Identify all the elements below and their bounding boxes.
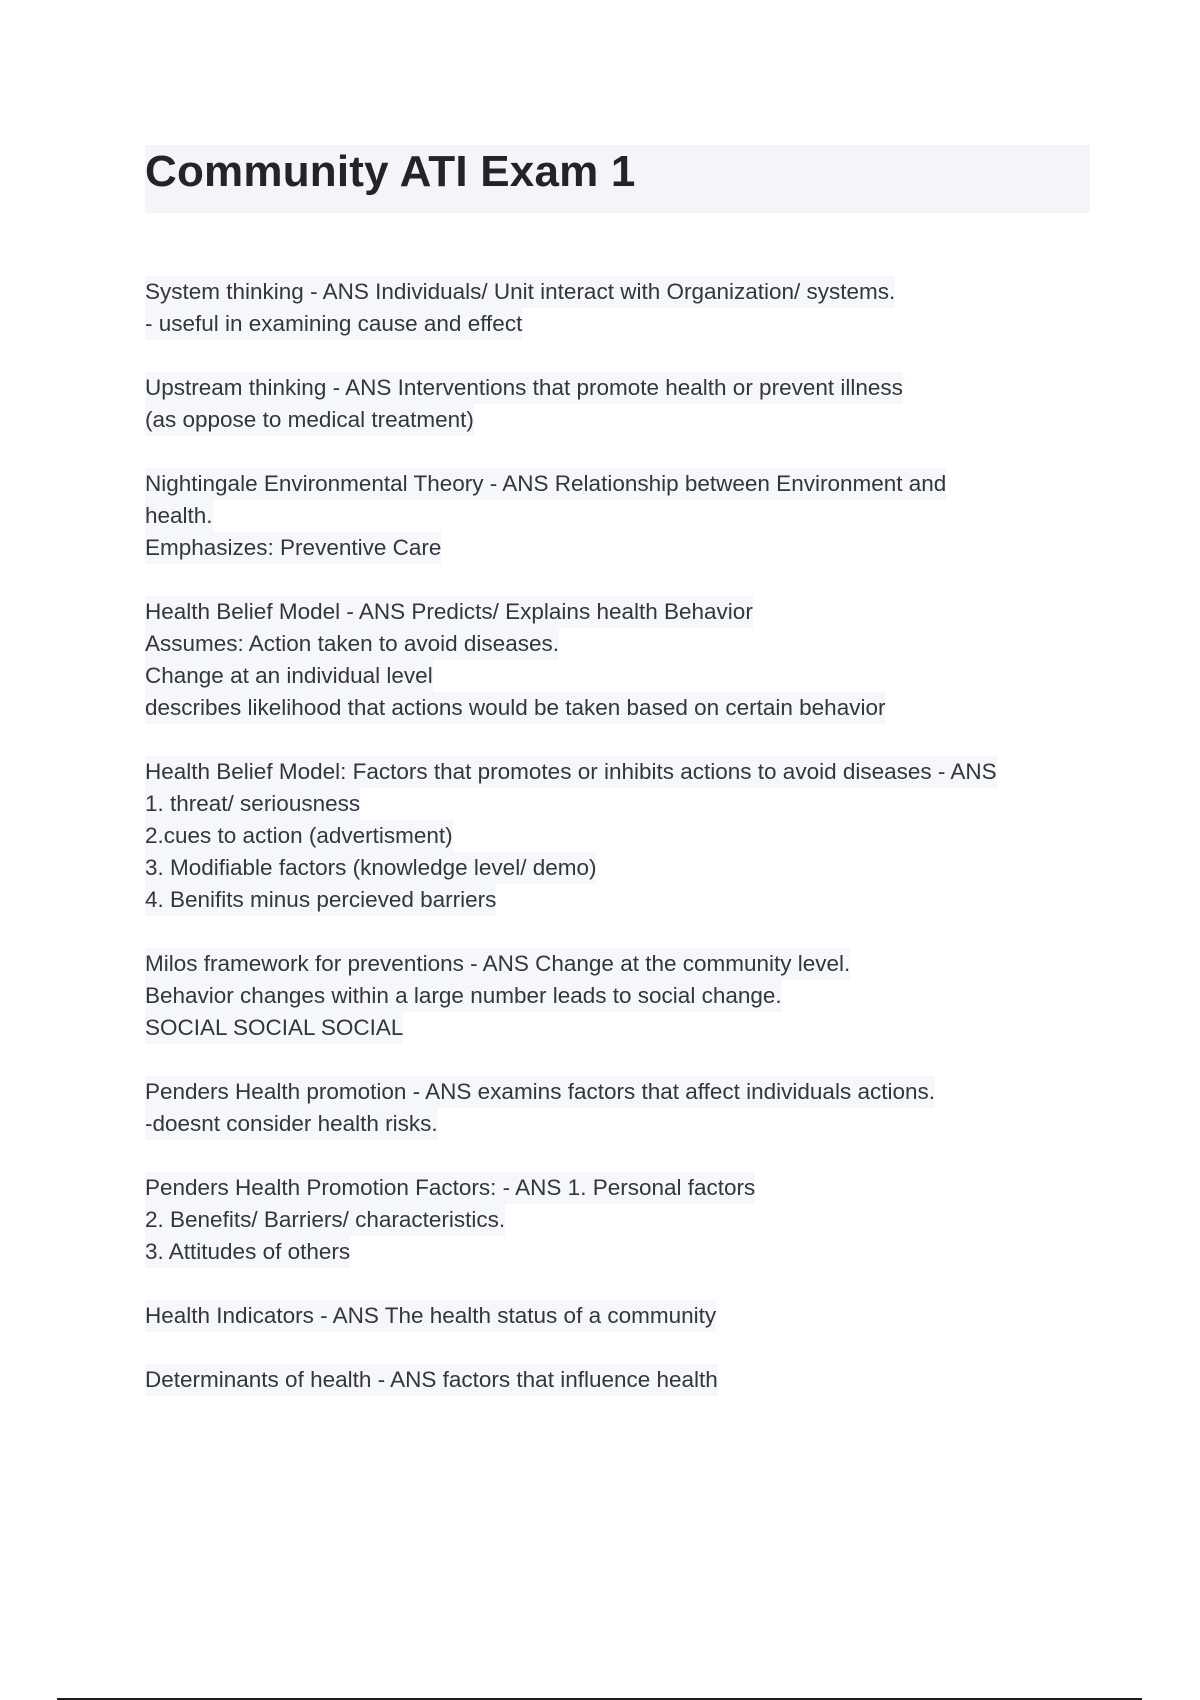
entry-detail-line: 1. threat/ seriousness xyxy=(145,788,360,820)
flashcard-entry xyxy=(145,1172,1090,1268)
entry-detail-line: Behavior changes within a large number leads to social change. xyxy=(145,980,782,1012)
entry-detail-line: Change at an individual level xyxy=(145,660,433,692)
entry-term-line: Milos framework for preventions - ANS Change at the community level. xyxy=(145,948,850,980)
entry-detail-line: describes likelihood that actions would be taken based on certain behavior xyxy=(145,692,885,724)
document-title: Community ATI Exam 1 xyxy=(145,147,636,196)
entry-detail-line: Emphasizes: Preventive Care xyxy=(145,532,441,564)
entry-detail-line: 3. Modifiable factors (knowledge level/ demo) xyxy=(145,852,596,884)
flashcard-entry xyxy=(145,1076,1090,1140)
entry-term-line: Upstream thinking - ANS Interventions that promote health or prevent illness xyxy=(145,372,903,404)
flashcard-entry xyxy=(145,276,1090,340)
flashcard-entry xyxy=(145,1364,1090,1396)
entry-term-line: Health Belief Model - ANS Predicts/ Explains health Behavior xyxy=(145,596,753,628)
entry-detail-line: - useful in examining cause and effect xyxy=(145,308,522,340)
flashcard-entry xyxy=(145,1300,1090,1332)
entry-detail-line: 2. Benefits/ Barriers/ characteristics. xyxy=(145,1204,505,1236)
entry-detail-line: (as oppose to medical treatment) xyxy=(145,404,474,436)
entry-detail-line: 4. Benifits minus percieved barriers xyxy=(145,884,496,916)
entry-term-line: Determinants of health - ANS factors that influence health xyxy=(145,1364,718,1396)
entry-term-line: Penders Health Promotion Factors: - ANS 1. Personal factors xyxy=(145,1172,755,1204)
flashcard-list xyxy=(145,276,1090,1428)
entry-term-line: Penders Health promotion - ANS examins factors that affect individuals actions. xyxy=(145,1076,935,1108)
flashcard-entry xyxy=(145,468,1090,564)
flashcard-entry xyxy=(145,756,1090,916)
flashcard-entry xyxy=(145,372,1090,436)
entry-detail-line: 2.cues to action (advertisment) xyxy=(145,820,453,852)
entry-term-line: System thinking - ANS Individuals/ Unit interact with Organization/ systems. xyxy=(145,276,895,308)
entry-detail-line: health. xyxy=(145,500,213,532)
entry-detail-line: 3. Attitudes of others xyxy=(145,1236,350,1268)
entry-term-line: Health Belief Model: Factors that promotes or inhibits actions to avoid diseases - ANS xyxy=(145,756,997,788)
flashcard-entry xyxy=(145,948,1090,1044)
entry-detail-line: Assumes: Action taken to avoid diseases. xyxy=(145,628,559,660)
entry-detail-line: -doesnt consider health risks. xyxy=(145,1108,438,1140)
entry-term-line: Nightingale Environmental Theory - ANS Relationship between Environment and xyxy=(145,468,946,500)
entry-detail-line: SOCIAL SOCIAL SOCIAL xyxy=(145,1012,403,1044)
entry-term-line: Health Indicators - ANS The health status of a community xyxy=(145,1300,716,1332)
flashcard-entry xyxy=(145,596,1090,724)
